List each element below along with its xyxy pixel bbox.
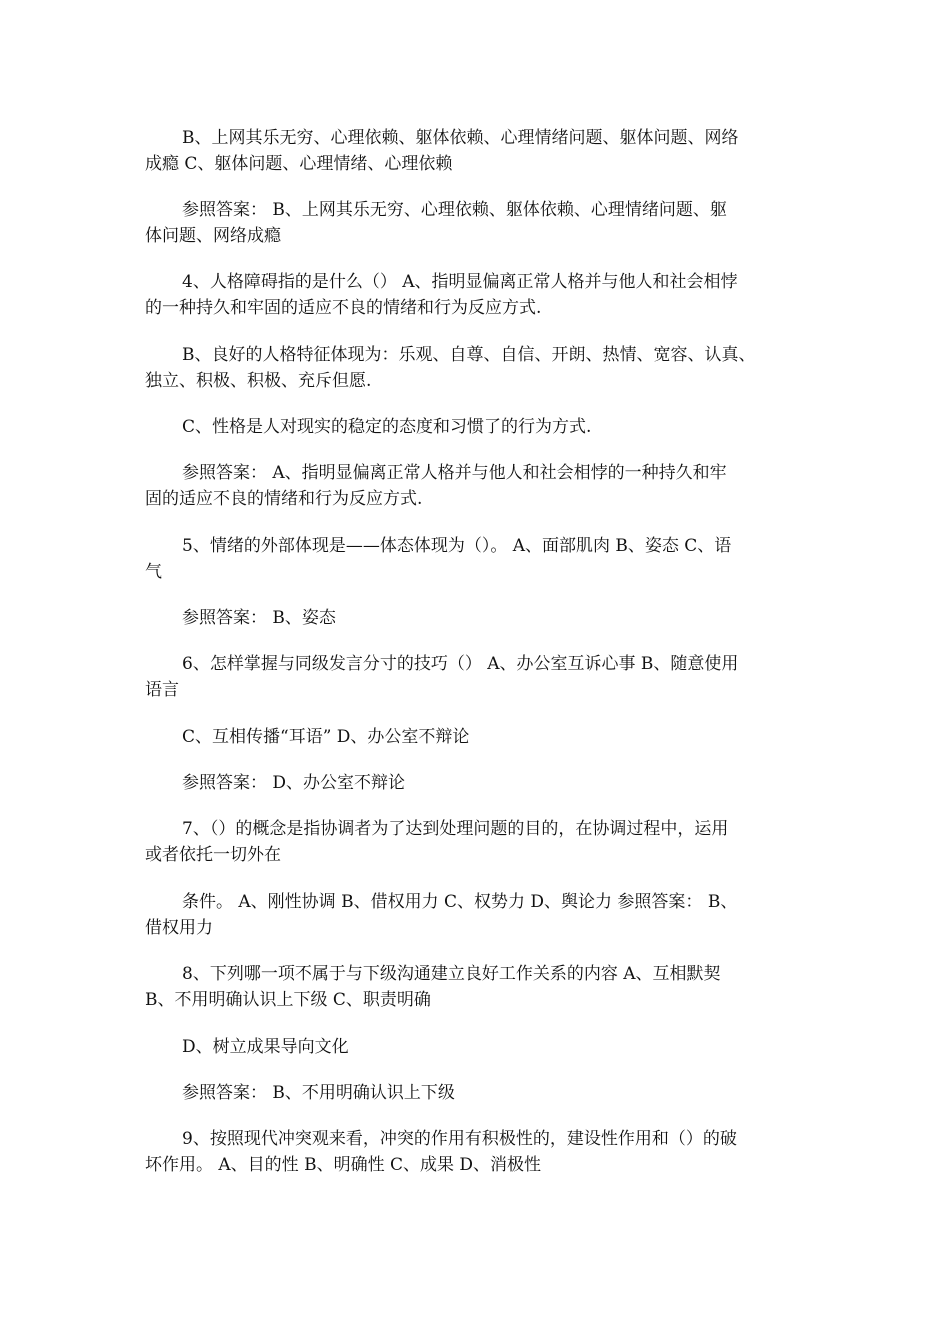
paragraph-16 <box>145 1080 825 1106</box>
paragraph-line: 气 <box>145 562 162 582</box>
paragraph-line: 参照答案： A、指明显偏离正常人格并与他人和社会相悖的一种持久和牢 <box>182 463 727 483</box>
paragraph-13 <box>145 889 825 941</box>
paragraph-line: 固的适应不良的情绪和行为反应方式. <box>145 489 423 509</box>
paragraph-line: 语言 <box>145 680 179 700</box>
paragraph-line: 独立、积极、积极、充斥但愿. <box>145 371 372 391</box>
paragraph-2 <box>145 197 825 249</box>
paragraph-4 <box>145 342 825 394</box>
paragraph-line: 参照答案： B、上网其乐无穷、心理依赖、躯体依赖、心理情绪问题、躯 <box>182 200 727 220</box>
paragraph-5 <box>145 414 825 440</box>
paragraph-line: 借权用力 <box>145 918 213 938</box>
paragraph-1 <box>145 125 825 177</box>
paragraph-line: 成瘾 C、躯体问题、心理情绪、心理依赖 <box>145 154 453 174</box>
paragraph-line: 参照答案： B、不用明确认识上下级 <box>182 1083 455 1103</box>
paragraph-line: 参照答案： B、姿态 <box>182 608 336 628</box>
paragraph-line: 9、按照现代冲突观来看，冲突的作用有积极性的，建设性作用和（）的破 <box>182 1129 737 1149</box>
paragraph-11 <box>145 770 825 796</box>
paragraph-line: B、上网其乐无穷、心理依赖、躯体依赖、心理情绪问题、躯体问题、网络 <box>182 128 739 148</box>
paragraph-line: 参照答案： D、办公室不辩论 <box>182 773 406 793</box>
paragraph-line: 7、（）的概念是指协调者为了达到处理问题的目的，在协调过程中，运用 <box>182 819 729 839</box>
paragraph-line: 体问题、网络成瘾 <box>145 226 281 246</box>
paragraph-line: C、互相传播“耳语” D、办公室不辩论 <box>182 727 470 747</box>
paragraph-line: 6、怎样掌握与同级发言分寸的技巧（） A、办公室互诉心事 B、随意使用 <box>182 654 739 674</box>
paragraph-line: 或者依托一切外在 <box>145 845 281 865</box>
paragraph-line: 坏作用。 A、目的性 B、明确性 C、成果 D、消极性 <box>145 1155 542 1175</box>
paragraph-6 <box>145 460 825 512</box>
paragraph-3 <box>145 269 825 321</box>
paragraph-15 <box>145 1034 825 1060</box>
paragraph-10 <box>145 724 825 750</box>
paragraph-12 <box>145 816 825 868</box>
paragraph-line: B、不用明确认识上下级 C、职责明确 <box>145 990 431 1010</box>
paragraph-line: 5、情绪的外部体现是——体态体现为（）。 A、面部肌肉 B、姿态 C、语 <box>182 536 732 556</box>
paragraph-line: 的一种持久和牢固的适应不良的情绪和行为反应方式. <box>145 298 542 318</box>
paragraph-7 <box>145 533 825 585</box>
paragraph-9 <box>145 651 825 703</box>
paragraph-14 <box>145 961 825 1013</box>
paragraph-line: 4、人格障碍指的是什么（） A、指明显偏离正常人格并与他人和社会相悖 <box>182 272 738 292</box>
paragraph-line: D、树立成果导向文化 <box>182 1037 349 1057</box>
paragraph-line: C、性格是人对现实的稳定的态度和习惯了的行为方式. <box>182 417 592 437</box>
paragraph-17 <box>145 1126 825 1178</box>
paragraph-line: 条件。 A、刚性协调 B、借权用力 C、权势力 D、舆论力 参照答案： B、 <box>182 892 738 912</box>
paragraph-8 <box>145 605 825 631</box>
paragraph-line: B、良好的人格特征体现为：乐观、自尊、自信、开朗、热情、宽容、认真、 <box>182 345 756 365</box>
paragraph-line: 8、下列哪一项不属于与下级沟通建立良好工作关系的内容 A、互相默契 <box>182 964 721 984</box>
